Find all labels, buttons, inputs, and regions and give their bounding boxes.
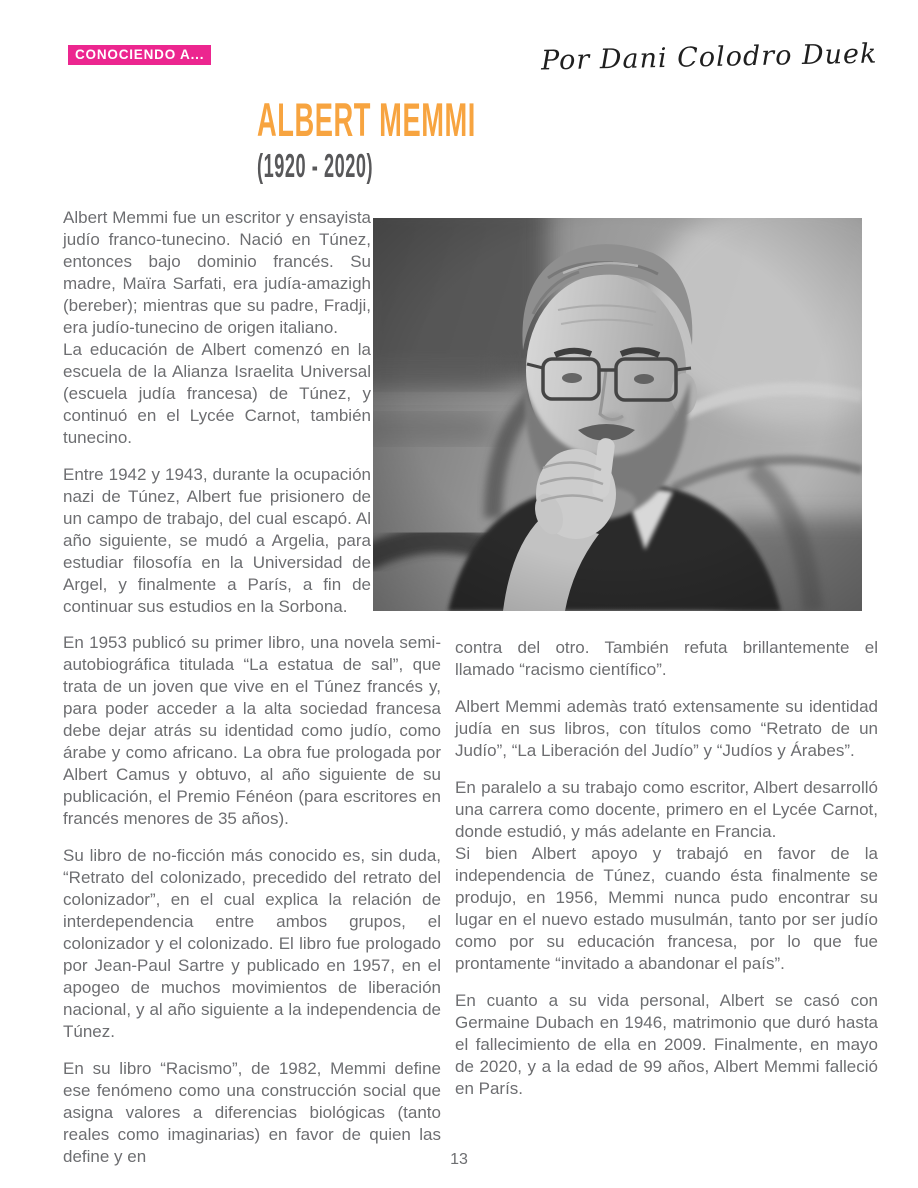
paragraph: Albert Memmi fue un escritor y ensayista judío franco-tunecino. Nació en Túnez, entonces bajo dominio francés. Su madre, Maïra Sarfati, era judía-amazigh (bereber); mientras que su padre, Fradji, era judío-tunecino de origen italiano. (63, 208, 371, 337)
intro-column (63, 207, 371, 618)
paragraph: Si bien Albert apoyo y trabajó en favor de la independencia de Túnez, cuando ésta finalmente se produjo, en 1956, Memmi nunca pudo encontrar su lugar en el nuevo estado musulmán, tanto por ser judío como por su educación francesa, por lo que fue prontamente “invitado a abandonar el país”. (455, 844, 878, 973)
paragraph: La educación de Albert comenzó en la escuela de la Alianza Israelita Universal (escuela judía francesa) de Túnez, y continuó en el Lycée Carnot, también tunecino. (63, 340, 371, 447)
title-years: (1920 - 2020) (257, 147, 374, 184)
paragraph: contra del otro. También refuta brillantemente el llamado “racismo científico”. (455, 638, 878, 679)
section-badge: CONOCIENDO A... (68, 45, 211, 65)
paragraph: Albert Memmi ademàs trató extensamente su identidad judía en sus libros, con títulos como “Retrato de un Judío”, “La Liberación del Judío” y “Judíos y Árabes”. (455, 697, 878, 760)
right-column (455, 637, 878, 1100)
left-column (63, 632, 441, 1168)
paragraph: Su libro de no-ficción más conocido es, sin duda, “Retrato del colonizado, precedido del retrato del colonizador”, en el cual explica la relación de interdependencia entre ambos grupos, el colonizador y el colonizado. El libro fue prologado por Jean-Paul Sartre y publicado en 1957, en el apogeo de muchos movimientos de liberación nacional, y al año siguiente a la independencia de Túnez. (63, 846, 441, 1041)
paragraph: Entre 1942 y 1943, durante la ocupación nazi de Túnez, Albert fue prisionero de un campo de trabajo, del cual escapó. Al año siguiente, se mudó a Argelia, para estudiar filosofía en la Universidad de Argel, y finalmente a París, a fin de continuar sus estudios en la Sorbona. (63, 465, 371, 616)
paragraph: En 1953 publicó su primer libro, una novela semi-autobiográfica titulada “La estatua de sal”, que trata de un joven que vive en el Túnez francés y, para poder acceder a la alta sociedad francesa debe dejar atrás su identidad como judío, como árabe y como africano. La obra fue prologada por Albert Camus y obtuvo, al año siguiente de su publicación, el Premio Fénéon (para escritores en francés menores de 35 años). (63, 633, 441, 828)
author-byline: Por Dani Colodro Duek (540, 38, 878, 77)
portrait-photo (373, 218, 862, 611)
photo-vignette (373, 218, 862, 611)
page-number: 13 (450, 1151, 468, 1168)
title-block (257, 93, 635, 184)
paragraph: En su libro “Racismo”, de 1982, Memmi define ese fenómeno como una construcción social que asigna valores a diferencias biológicas (tanto reales como imaginarias) en favor de quien las define y en (63, 1059, 441, 1166)
paragraph: En cuanto a su vida personal, Albert se casó con Germaine Dubach en 1946, matrimonio que duró hasta el fallecimiento de ella en 2009. Finalmente, en mayo de 2020, y a la edad de 99 años, Albert Memmi falleció en París. (455, 991, 878, 1098)
page-title: ALBERT MEMMI (257, 93, 476, 146)
paragraph: En paralelo a su trabajo como escritor, Albert desarrolló una carrera como docente, primero en el Lycée Carnot, donde estudió, y más adelante en Francia. (455, 778, 878, 841)
